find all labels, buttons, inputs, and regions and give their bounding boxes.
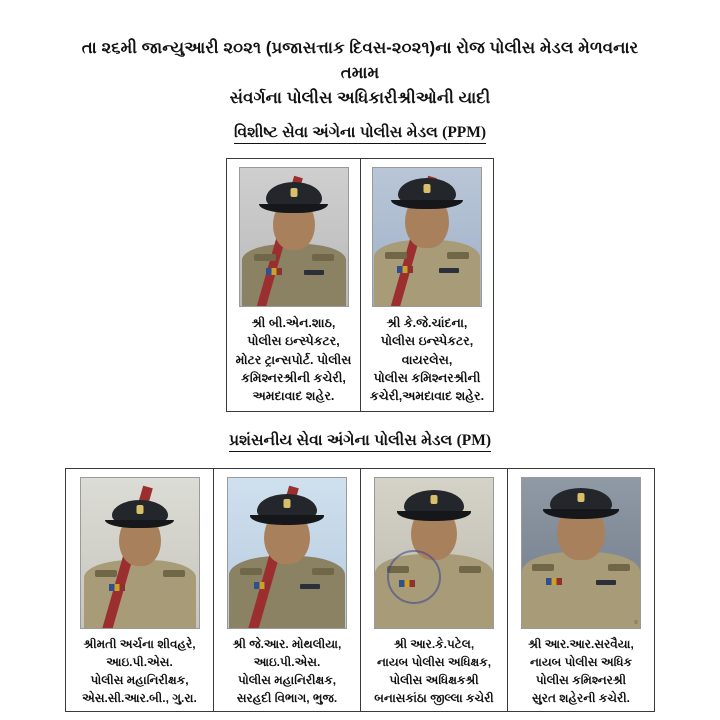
page-title (0, 0, 720, 110)
awardee-caption (370, 314, 484, 405)
caption-line: બનાસકાંઠા જીલ્લા કચેરી (374, 690, 494, 705)
table-row (227, 159, 360, 411)
caption-line: શ્રીમતી અર્ચના શીવહરે, (83, 636, 196, 651)
caption-line: મોટર ટ્રાન્સપોર્ટ. પોલીસ (235, 352, 352, 367)
caption-line: પોલીસ ઇન્સ્પેકટર, (247, 334, 340, 349)
caption-line: પોલીસ કમિશ્નરશ્રીની (373, 370, 481, 385)
table-row (507, 469, 654, 711)
avatar (80, 477, 200, 629)
ppm-awardees-table (0, 158, 720, 412)
heading-line-1: તા ૨૬મી જાન્યુઆરી ૨૦૨૧ (પ્રજાસત્તાક દિવસ-૨૦૨૧)ના રોજ પોલીસ મેડલ મેળવનાર તમામ (81, 39, 639, 82)
avatar (521, 477, 641, 629)
avatar (239, 167, 349, 307)
caption-line: આઇ.પી.એસ. (253, 654, 321, 669)
caption-line: સરહદી વિભાગ, ભુજ. (236, 690, 338, 705)
caption-line: એસ.સી.આર.બી., ગુ.રા. (82, 690, 197, 705)
avatar (372, 167, 482, 307)
awardee-caption (374, 635, 493, 707)
section-title-ppm (0, 124, 720, 144)
caption-line: નાયબ પોલીસ અધિક્ષક, (376, 654, 492, 669)
caption-line: સુરત શહેરની કચેરી. (532, 690, 630, 705)
caption-line: શ્રી આર.આર.સરવૈયા, (528, 636, 634, 651)
awardee-caption (82, 635, 197, 707)
caption-line: શ્રી આર.કે.પટેલ, (393, 636, 475, 651)
heading-line-2: સંવર્ગના પોલીસ અધિકારીશ્રીઓની યાદી (229, 88, 491, 107)
caption-line: વાયરલેસ, (401, 352, 453, 367)
section-title-pm (0, 432, 720, 452)
table-row (360, 159, 493, 411)
caption-line: આઇ.પી.એસ. (106, 654, 173, 669)
official-stamp (387, 550, 441, 604)
section-title-ppm-text: વિશીષ્ટ સેવા અંગેના પોલીસ મેડલ (233, 124, 438, 142)
caption-line: નાયબ પોલીસ અધિક (529, 654, 633, 669)
caption-line: અમદાવાદ શહેર. (252, 388, 335, 403)
section-title-ppm-abbr: (PPM) (442, 124, 487, 142)
caption-line: કચેરી,અમદાવાદ શહેર. (369, 388, 485, 403)
caption-line: પોલીસ ઇન્સ્પેકટર, (380, 334, 474, 349)
caption-line: શ્રી કે.જે.ચાંદના, (386, 316, 468, 331)
avatar (374, 477, 494, 629)
caption-line: પોલીસ મહાનિરીક્ષક, (90, 672, 189, 687)
table-row (360, 469, 507, 711)
caption-line: શ્રી જે.આર. મોથલીયા, (232, 636, 342, 651)
section-title-pm-text: પ્રશંસનીય સેવા અંગેના પોલીસ મેડલ (228, 431, 453, 449)
awardee-caption (528, 635, 634, 707)
caption-line: પોલીસ અધિક્ષકશ્રી (389, 672, 479, 687)
photo-watermark: © (634, 619, 638, 626)
table-row (66, 469, 213, 711)
avatar (227, 477, 347, 629)
awardee-caption (233, 635, 342, 707)
caption-line: શ્રી બી.એન.શાઠ, (251, 316, 336, 331)
caption-line: પોલીસ મહાનિરીક્ષક, (237, 672, 337, 687)
caption-line: પોલીસ કમિશ્નરશ્રી (535, 672, 627, 687)
caption-line: કમિશ્નરશ્રીની કચેરી, (241, 370, 346, 385)
section-title-pm-abbr: (PM) (456, 431, 492, 449)
awardee-caption (236, 314, 352, 405)
table-row (213, 469, 360, 711)
pm-awardees-table (0, 468, 720, 712)
